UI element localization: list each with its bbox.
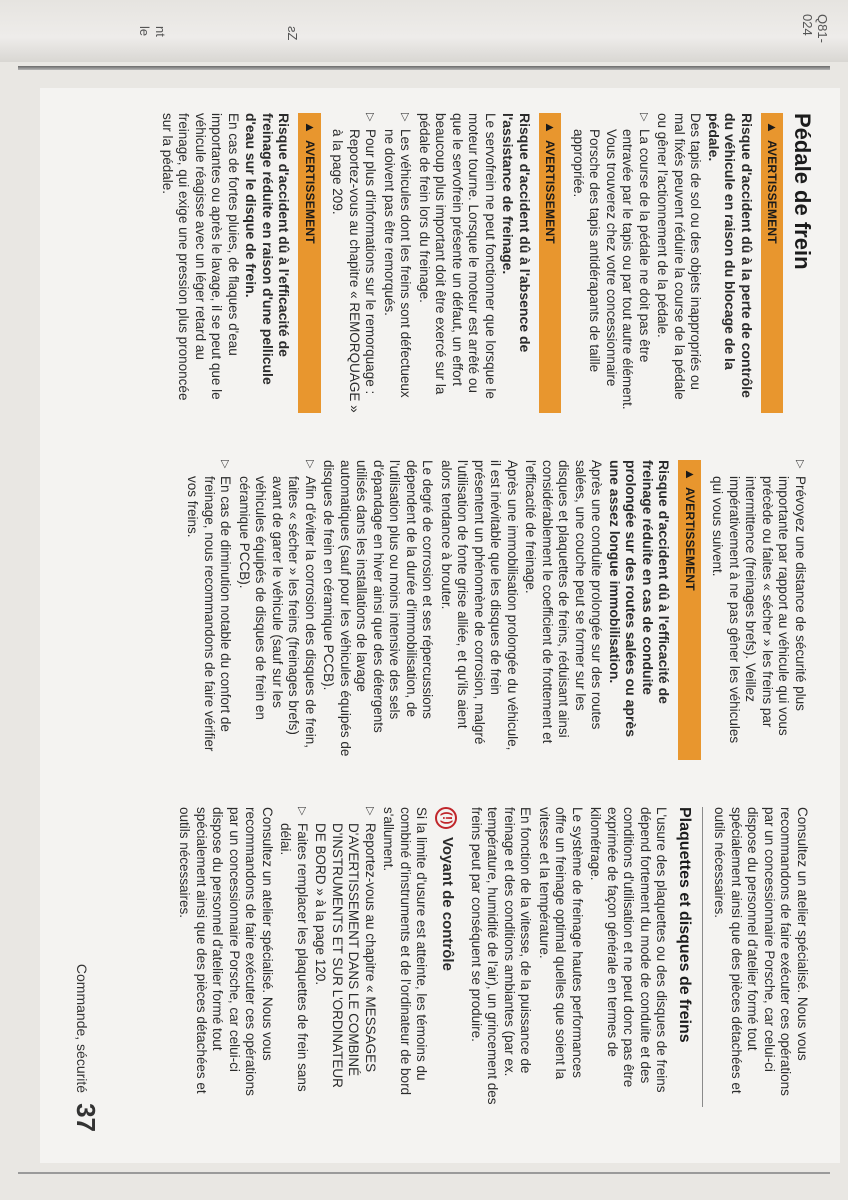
bullet-item (236, 460, 319, 760)
bullet-item (277, 807, 310, 1107)
bullet-triangle-icon: ▷ (304, 460, 316, 469)
paragraph: Après une immobilisation prolongée du véhicule, il est inévitable que les disques de frein présentent un phénomène de corrosion, malgré l'utilisation de fonte grise alliée, et qu'ils aient alors tendance à brouter. (439, 460, 520, 751)
warning-body: Des tapis de sol ou des objets inappropriés ou mal fixés peuvent réduire la course de la pédale ou gêner l'actionnement de la pédale. (655, 113, 704, 400)
page-number: 37 (71, 1103, 101, 1132)
warning-triangle-icon: ▲ (303, 121, 318, 135)
scan-binding-shadow (0, 0, 848, 62)
paragraph: Si la limite d'usure est atteinte, les témoins du combiné d'instruments et de l'ordinateur de bord s'allument. (381, 807, 430, 1096)
edge-code: Q81-024 (800, 14, 830, 43)
warning-banner (539, 113, 562, 413)
bullet-text: Pour plus d'informations sur le remorquage : Reportez-vous au chapitre « REMORQUAGE » à la page 209. (330, 129, 379, 413)
warning-triangle-icon: ▲ (683, 468, 698, 482)
page-footer (70, 964, 101, 1132)
warning-body: Après une conduite prolongée sur des routes salées, une couche peut se former sur les disques et plaquettes de freins, réduisant ainsi considérablement le coefficient de frottement et l'efficacité de freinage. (523, 460, 605, 744)
bullet-triangle-icon: ▷ (364, 113, 377, 122)
warning-label: AVERTISSEMENT (303, 140, 317, 244)
warning-banner (761, 113, 784, 413)
warning-triangle-icon: ▲ (765, 121, 781, 135)
rotated-page (58, 95, 838, 1150)
warning-triangle-icon: ▲ (543, 121, 559, 135)
bullet-triangle-icon: ▷ (364, 807, 376, 816)
warning-risk: Risque d'accident dû à la perte de contrôle du véhicule en raison du blocage de la pédale. (706, 113, 755, 398)
warning-risk: Risque d'accident dû à l'efficacité de freinage réduite en raison d'une pellicule d'eau sur le disque de frein. (243, 113, 293, 385)
column-2 (182, 460, 810, 760)
warning-label: AVERTISSEMENT (683, 487, 697, 591)
paragraph: Le degré de corrosion et ses répercussions dépendent de la durée d'immobilisation, de l'utilisation plus ou moins intensive des sels d'épandage en hiver ainsi que des détergents utilisés dans les installations de lavage automatiques (sauf pour les véhicules équipés de disques de frein en céramique PCCB). (321, 460, 436, 757)
bullet-text: Reportez-vous au chapitre « MESSAGES D'AVERTISSEMENT DANS LE COMBINÉ D'INSTRUMENTS ET SUR L'ORDINATEUR DE BORD » à la page 120. (313, 823, 378, 1088)
bullet-text: Prévoyez une distance de sécurité plus importante par rapport au véhicule qui vous précède ou faites « sécher » les freins par intermittence (freinages brefs). Veillez impérativement à ne pas gêner les véhicules qui vous suivent. (710, 476, 808, 744)
bullet-text: La course de la pédale ne doit pas être entravée par le tapis ou par tout autre élément. Vous trouverez chez votre concessionnaire Porsche des tapis antidérapants de taille appropriée. (571, 129, 652, 410)
bullet-text: En cas de diminution notable du confort de freinage, nous recommandons de faire vérifier vos freins. (185, 476, 234, 752)
bullet-item (570, 113, 653, 413)
top-rule (18, 66, 830, 70)
edge-fragment-a: nt (153, 26, 168, 37)
paragraph: L'usure des plaquettes ou des disques de freins dépend fortement du mode de conduite et des conditions d'utilisation et ne peut donc pas être exprimée de façon générale en termes de kilométrage. (588, 807, 670, 1093)
bullet-text: Afin d'éviter la corrosion des disques de frein, faites « sécher » les freins (freinages brefs) avant de garer le véhicule (sauf sur les véhicules équipés de disques de frein en céramique PCCB). (237, 476, 318, 748)
paragraph: Le système de freinage hautes performances offre un freinage optimal quelles que soient la vitesse et la température. (537, 807, 585, 1080)
footer-section: Commande, sécurité (74, 963, 90, 1094)
bullet-text: Faites remplacer les plaquettes de frein sans délai. (278, 823, 310, 1092)
warning-banner (679, 460, 702, 760)
bullet-triangle-icon: ▷ (219, 460, 232, 469)
control-light-label: Voyant de contrôle (438, 837, 456, 971)
warning-banner (299, 113, 322, 413)
brake-warning-icon: (!) (436, 807, 458, 829)
paragraph: Consultez un atelier spécialisé. Nous vous recommandons de faire exécuter ces opérations par un concessionnaire Porsche, car celui-ci dispose du personnel d'atelier formé tout spécialement ainsi que des pièces détachées et outils nécessaires. (177, 807, 275, 1096)
bullet-item (312, 807, 378, 1107)
warning-risk: Risque d'accident dû à l'efficacité de freinage réduite en cas de conduite prolongée sur des routes salées ou après une assez longue immobilisation. (607, 460, 673, 737)
section-divider (702, 807, 703, 1107)
warning-label: AVERTISSEMENT (765, 140, 780, 244)
bullet-triangle-icon: ▷ (794, 460, 806, 469)
section-heading: Plaquettes et disques de freins (676, 807, 693, 1043)
bullet-text: Les véhicules dont les freins sont défectueux ne doivent pas être remorqués. (382, 129, 414, 398)
warning-body: En cas de fortes pluies, de flaques d'eau importantes ou après le lavage, il se peut que le véhicule réagisse avec un léger retard au freinage, qui exige une pression plus prononcée sur la pédale. (160, 113, 241, 401)
bullet-item (381, 113, 414, 413)
paragraph: Consultez un atelier spécialisé. Nous vous recommandons de faire exécuter ces opérations par un concessionnaire Porsche, car celui-ci dispose du personnel d'atelier formé tout spécialement ainsi que des pièces détachées et outils nécessaires. (712, 807, 810, 1096)
bullet-item (709, 460, 808, 760)
control-light-heading (436, 807, 458, 1107)
bullet-triangle-icon: ▷ (399, 113, 412, 122)
bullet-item (329, 113, 379, 413)
bullet-item (184, 460, 234, 760)
warning-body: Le servofrein ne peut fonctionner que lorsque le moteur tourne. Lorsque le moteur est arrêté ou que le servofrein présente un défaut, un effort beaucoup plus important doit être exercé sur la pédale de frein lors du freinage. (417, 113, 498, 399)
column-1 (157, 113, 815, 413)
bullet-triangle-icon: ▷ (638, 113, 650, 122)
edge-fragment-c: ƨZ (285, 26, 300, 41)
warning-label: AVERTISSEMENT (543, 140, 558, 244)
column-3 (174, 807, 810, 1107)
edge-fragment-b: le (137, 26, 152, 37)
page-title: Pédale de frein (790, 113, 815, 270)
bottom-rule (18, 1172, 830, 1174)
paragraph: En fonction de la vitesse, de la puissance de freinage et des conditions ambiantes (par ex. température, humidité de l'air), un grincement des freins peut par conséquent se produire. (469, 807, 534, 1105)
warning-risk: Risque d'accident dû à l'absence de l'assistance de freinage. (500, 113, 533, 353)
bullet-triangle-icon: ▷ (296, 807, 308, 816)
